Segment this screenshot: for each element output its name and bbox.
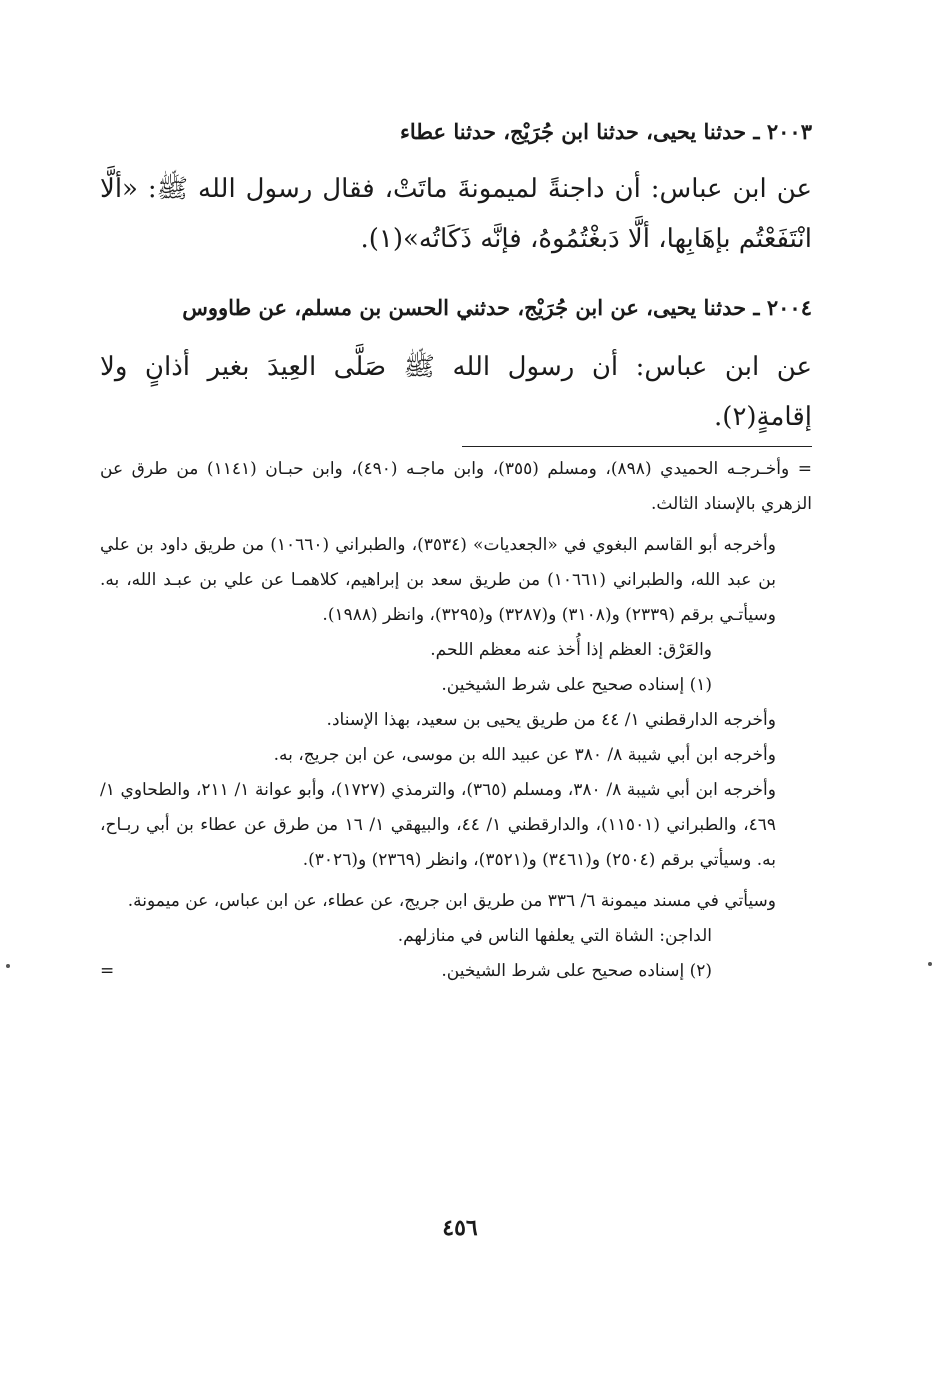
footnote-gloss: الداجن: الشاة التي يعلفها الناس في منازلهم.	[397, 926, 712, 946]
footnotes	[100, 452, 812, 989]
footnote-paragraph: وسيأتي في مسند ميمونة ٦/ ٣٣٦ من طريق ابن جريج، عن عطاء، عن ابن عباس، عن ميمونة.	[127, 891, 776, 911]
scan-speck	[6, 964, 10, 968]
hadith-2003-matn: عن ابن عباس: أن داجنةً لميمونةَ ماتَتْ، فقال رسول الله ﷺ: «ألَّا انْتَفَعْتُم بإهَابِها، ألَّا دَبغْتُمُوهُ، فإنَّه ذَكَاتُه»(١).	[100, 174, 812, 254]
footnote-paragraph: وأخرجه ابن أبي شيبة ٨/ ٣٨٠ عن عبيد الله بن موسى، عن ابن جريج، به.	[273, 745, 776, 765]
page-number: ٤٥٦	[442, 1215, 478, 1241]
footnote-gloss: والعَرْق: العظم إذا أُخذ عنه معظم اللحم.	[430, 640, 712, 660]
page-body	[100, 112, 812, 989]
footnote-paragraph: وأخرجه أبو القاسم البغوي في «الجعديات» (٣٥٣٤)، والطبراني (١٠٦٦٠) من طريق داود بن علي بن عبد الله، والطبراني (١٠٦٦١) من طريق سعد بن إبراهيم، كلاهمـا عن علي بن عبـد الله، به. وسيأتـي برقم (٢٣٣٩) و(٣١٠٨) و(٣٢٨٧) و(٣٢٩٥)، وانظر (١٩٨٨).	[100, 535, 776, 625]
footnote-paragraph: وأخرجه ابن أبي شيبة ٨/ ٣٨٠، ومسلم (٣٦٥)، والترمذي (١٧٢٧)، وأبو عوانة ١/ ٢١١، والطحاوي ١/ ٤٦٩، والطبراني (١١٥٠١)، والدارقطني ١/ ٤٤، والبيهقي ١/ ١٦ من طرق عن عطاء بن أبي ربـاح، به. وسيأتي برقم (٢٥٠٤) و(٣٤٦١) و(٣٥٢١)، وانظر (٢٣٦٩) و(٣٠٢٦).	[100, 780, 776, 870]
hadith-2004-matn: عن ابن عباس: أن رسول الله ﷺ صَلَّى العِيدَ بغير أذانٍ ولا إقامةٍ(٢).	[100, 352, 812, 432]
hadith-2004-isnad: ٢٠٠٤ ـ حدثنا يحيى، عن ابن جُرَيْج، حدثني الحسن بن مسلم، عن طاووس	[182, 295, 812, 320]
footnote-2-heading: (٢) إسناده صحيح على شرط الشيخين.	[441, 961, 712, 981]
footnote-paragraph: وأخرجه الدارقطني ١/ ٤٤ من طريق يحيى بن سعيد، بهذا الإسناد.	[326, 710, 776, 730]
continuation-marker: =	[100, 961, 115, 981]
footnote-separator	[100, 442, 812, 452]
footnote-1-heading: (١) إسناده صحيح على شرط الشيخين.	[441, 675, 712, 695]
footnote-continuation: = وأخـرجـه الحميدي (٨٩٨)، ومسلم (٣٥٥)، وابن ماجـه (٤٩٠)، وابن حبـان (١١٤١) من طرق عن الزهري بالإسناد الثالث.	[100, 459, 812, 514]
scan-speck	[928, 962, 932, 966]
hadith-2003-isnad: ٢٠٠٣ ـ حدثنا يحيى، حدثنا ابن جُرَيْج، حدثنا عطاء	[400, 119, 812, 144]
